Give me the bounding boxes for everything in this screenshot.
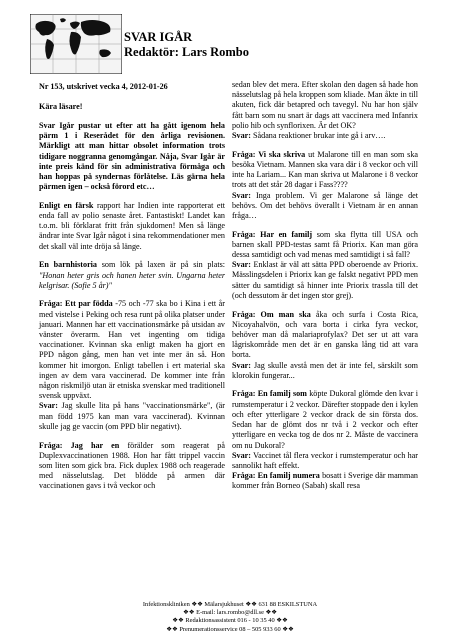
answer-6-label: Svar: (232, 450, 251, 460)
question-1-text: -75 och -77 ska bo i Kina i ett år med vistelse i Peking och resa runt på olika platser under januari. Mannen har ett vaccinationsmärke på utsidan av vänster överarm. Han vet ingenting om tidiga vaccinationer. Kvinnan ska enligt maken ha gjort en PPD någon gång, men han vet inte mer än så. Hon kommer hit imorgon. Enligt tabellen i ert material ska ingen av dem vara vaccinerad. De kommer inte från någon riskmiljö utan är etniska svenskar med traditionell svensk uppväxt. (39, 299, 225, 401)
answer-6-text: Vaccinet tål flera veckor i rumstemperatur och har sannolikt haft effekt. (232, 450, 418, 470)
right-column (232, 80, 418, 492)
question-6 (232, 389, 418, 450)
story-paragraph (39, 260, 225, 291)
answer-1-text: Jag skulle lita på hans "vaccinationsmärke", (är man född 1975 kan man vara vaccinerad). Kvinnan skulle jag ge vaccin (om PPD blir negativt). (39, 401, 225, 431)
question-2-lead: Fråga: Jag har en (39, 440, 120, 450)
question-4-lead: Fråga: Har en familj (232, 229, 313, 239)
greeting: Kära läsare! (39, 102, 83, 112)
intro-paragraph: Svar Igår pustar ut efter att ha gått igenom hela pärm 1 i Reserådet för den årliga revisionen. Märkligt att man hittar obsolet information trots tidigare noggranna genomgångar. Nåja, Svar Igår är inte preis känd för sin administrativa förmåga och han hoppas på syndernas förlåtelse. Läs gärna hela pärmen igen – också förord etc… (39, 120, 225, 192)
question-1 (39, 299, 225, 401)
question-5-lead: Fråga: Om man ska (232, 309, 311, 319)
question-7-lead: Fråga: En familj numera (232, 471, 320, 481)
question-3-text: ut Malarone till en man som ska besöka Vietnam. Mannen ska vara där i 8 veckor och vill inte ha Lariam... Kan man skriva ut Malarone i 8 veckor trots att det står 28 dagar i Fass???? (232, 149, 419, 190)
question-4 (232, 230, 418, 261)
left-column (39, 82, 225, 492)
answer-5-text: Jag skulle avstå men det är inte fel, särskilt som klorokin fungerar... (232, 360, 418, 380)
question-5-text: åka och surfa i Costa Rica, Nicoyahalvön, och vara borta i cirka fyra veckor, behöver man då malariaprofylax? Det ser ut att vara lågriskområde men det är en ganska lång tid att vara borta. (232, 309, 418, 360)
polio-lead: Enligt en färsk (39, 200, 94, 210)
answer-2-label: Svar: (232, 131, 251, 141)
question-6-text: köpte Dukoral glömde den kvar i rumstemperatur i 2 veckor. Därefter stoppade den i kylen och efter ytterligare 2 veckor drack de sin första dos. Sedan har de glömt dos nr två i 2 veckor och efter ytterligare en vecka tog de dos nr 2. Måste de vaccinera om nu Dukoral? (232, 389, 418, 450)
answer-4 (232, 260, 418, 301)
issue-line: Nr 153, utskrivet vecka 4, 2012-01-26 (39, 82, 168, 91)
question-7 (232, 471, 418, 491)
editor-line: Redaktör: Lars Rombo (124, 45, 249, 59)
answer-6 (232, 451, 418, 471)
question-7-text: bosatt i Sverige där mamman kommer från Borneo (Sabah) skall resa (232, 471, 418, 491)
answer-3-label: Svar: (232, 190, 251, 200)
question-1-lead: Fråga: Ett par födda (39, 299, 113, 309)
answer-3-text: Inga problem. Vi ger Malarone så länge det behövs. Om det behövs överallt i Vietnam är en annan fråga… (232, 190, 418, 220)
question-2 (39, 441, 225, 492)
story-quote: "Honan heter gris och hanen heter svin. Ungarna heter kelgrisar. (Sofie 5 år)" (39, 270, 225, 290)
question-4-text: som ska flytta till USA och barnen skall PPD-testas samt få Priorix. Kan man göra dessa samtidigt och vad menas med samtidigt i så fall? (232, 229, 418, 260)
story-text: som lök på laxen är på sin plats: (101, 260, 225, 270)
answer-4-text: Enklast är väl att sätta PPD oberoende av Priorix. Mässlingsdelen i Priorix kan ge falskt negativt PPD men sätter du samtidigt så hinner inte Priorix trassla till det (och dessutom är det ingen stor grej). (232, 260, 419, 300)
question-3-lead: Fråga: Vi ska skriva (232, 149, 306, 159)
question-2-continued: sedan blev det mera. Efter skolan den dagen så hade hon nässelutslag på hela kroppen som kliade. Man åkte in till akuten, fick där betapred och tavegyl. Nu har hon själv fått barn som nu snart är dags att vaccinera med Infanrix polio hib och synflorixen. Är det OK? (232, 80, 418, 130)
footer-subscription-service: ❖❖ Prenumerationsservice 08 – 505 933 60 ❖❖ (166, 625, 294, 633)
answer-5-label: Svar: (232, 360, 251, 370)
footer-address: Infektionskliniken ❖❖ Mälarsjukhuset ❖❖ 631 88 ESKILSTUNA (142, 601, 318, 608)
newsletter-title: SVAR IGÅR (124, 30, 193, 44)
story-lead: En barnhistoria (39, 260, 97, 270)
question-3 (232, 150, 418, 191)
polio-paragraph (39, 201, 225, 252)
question-6-lead: Fråga: En familj som (232, 389, 307, 399)
question-5 (232, 310, 418, 361)
answer-4-label: Svar: (232, 260, 251, 270)
polio-text: rapport har Indien inte rapporterat ett enda fall av polio senaste året. Fantastiskt! Landet kan t.o.m. bli förklarat fritt från sjukdomen! Men så länge ändrar inte Svar Igår något i sina rekommendationer men det skall väl inte dröja så länge. (39, 200, 226, 251)
answer-1 (39, 401, 225, 432)
question-2-text: förälder som reagerat på Duplexvaccinationen 1988. Hon har fått trippel vaccin som liten som gick bra. Fick duplex 1988 och reagerade med nässelutslag. Det blödde på armen där vaccinationen gavs i två veckor och (39, 440, 225, 491)
masthead (124, 30, 249, 60)
footer-editorial-assistant: ❖❖ Redaktionsassistent 016 - 10 35 40 ❖❖ (172, 617, 288, 625)
answer-3 (232, 191, 418, 222)
footer (90, 601, 370, 634)
answer-5 (232, 361, 418, 381)
answer-2-text: Sådana reaktioner brukar inte gå i arv…. (253, 131, 386, 141)
answer-1-label: Svar: (39, 401, 58, 411)
footer-email: ❖❖ E-mail: lars.rombo@dll.se ❖❖ (183, 609, 277, 617)
world-map-logo (30, 14, 122, 74)
answer-2 (232, 131, 418, 141)
